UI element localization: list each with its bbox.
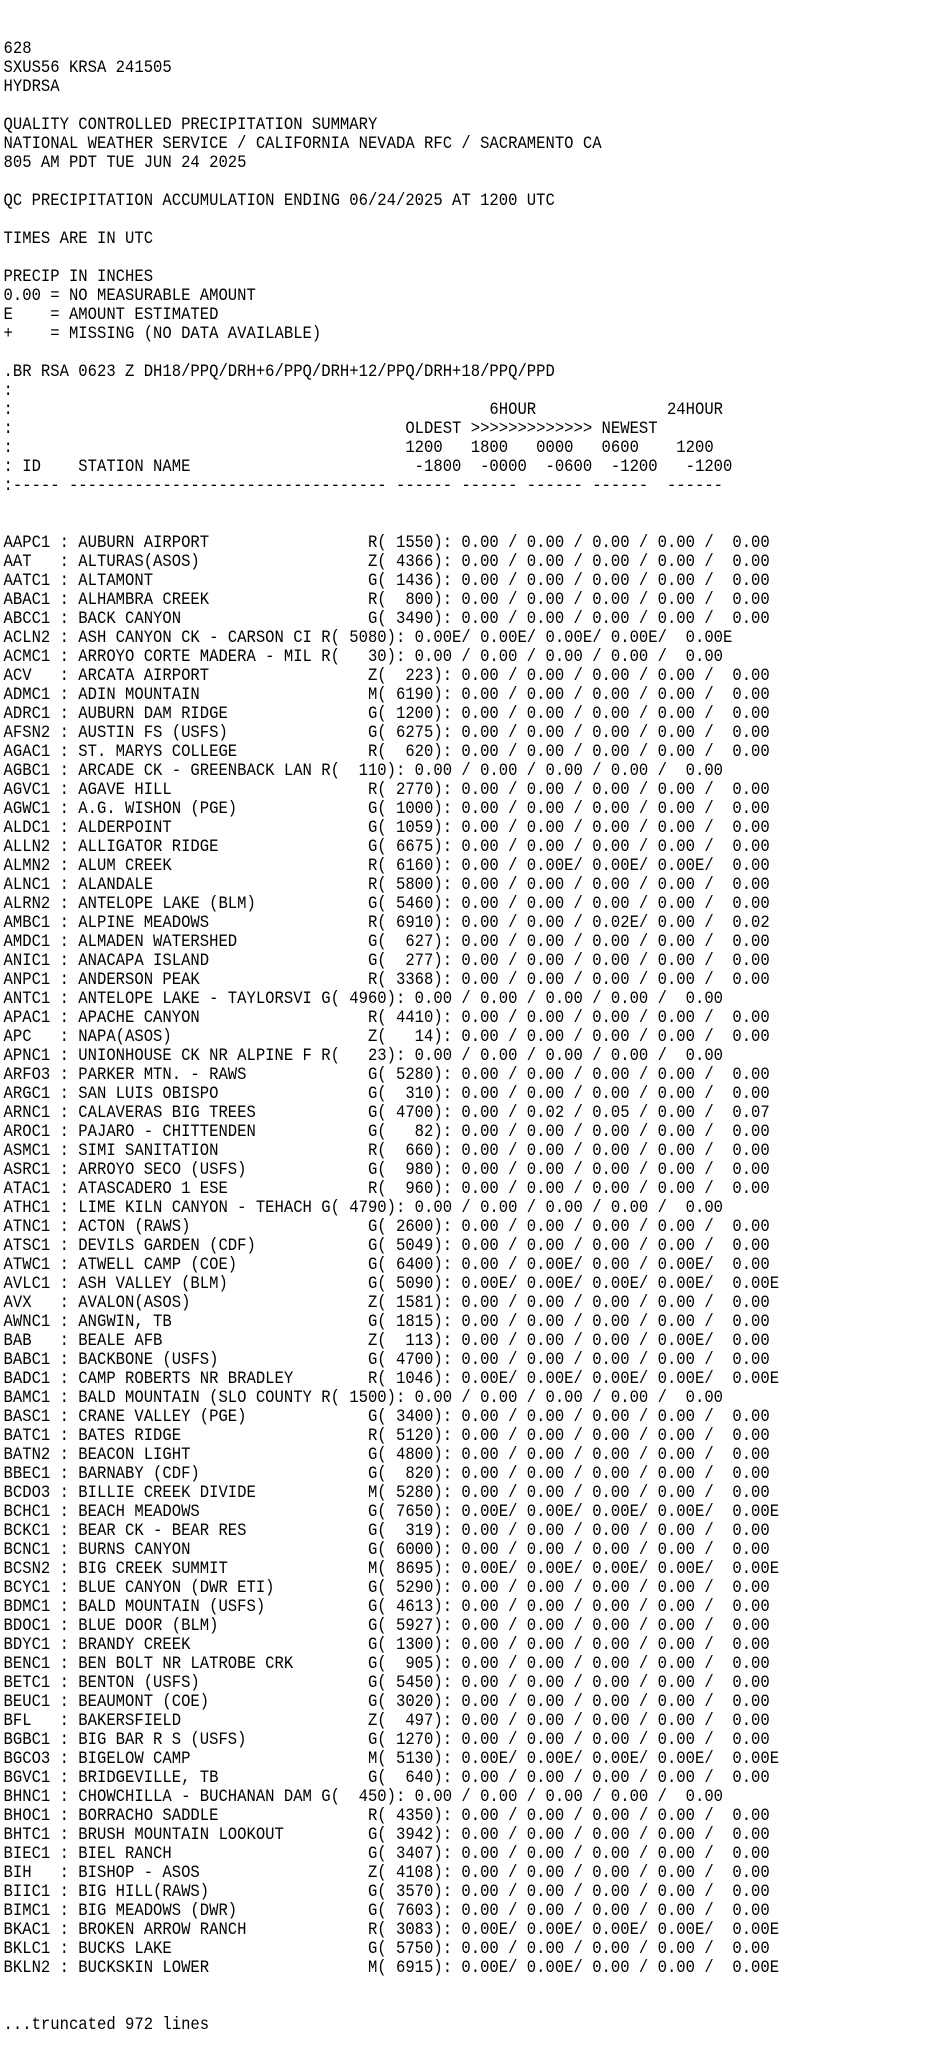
station-row: ANPC1 : ANDERSON PEAK R( 3368): 0.00 / 0.00 / 0.00 / 0.00 / 0.00 bbox=[3, 970, 770, 990]
station-row: BKLC1 : BUCKS LAKE G( 5750): 0.00 / 0.00 / 0.00 / 0.00 / 0.00 bbox=[3, 1939, 770, 1959]
station-row: ACMC1 : ARROYO CORTE MADERA - MIL R( 30): 0.00 / 0.00 / 0.00 / 0.00 / 0.00 bbox=[3, 647, 724, 667]
station-table bbox=[4, 534, 838, 1978]
station-row: BHNC1 : CHOWCHILLA - BUCHANAN DAM G( 450): 0.00 / 0.00 / 0.00 / 0.00 / 0.00 bbox=[3, 1787, 724, 1807]
station-row: ARGC1 : SAN LUIS OBISPO G( 310): 0.00 / 0.00 / 0.00 / 0.00 / 0.00 bbox=[3, 1084, 770, 1104]
station-row: BDYC1 : BRANDY CREEK G( 1300): 0.00 / 0.00 / 0.00 / 0.00 / 0.00 bbox=[3, 1635, 770, 1655]
station-row: AVX : AVALON(ASOS) Z( 1581): 0.00 / 0.00 / 0.00 / 0.00 / 0.00 bbox=[3, 1293, 770, 1313]
header-line: : bbox=[3, 381, 13, 401]
station-row: ATSC1 : DEVILS GARDEN (CDF) G( 5049): 0.00 / 0.00 / 0.00 / 0.00 / 0.00 bbox=[3, 1236, 770, 1256]
station-row: BCSN2 : BIG CREEK SUMMIT M( 8695): 0.00E/ 0.00E/ 0.00E/ 0.00E/ 0.00E bbox=[3, 1559, 780, 1579]
station-row: ABCC1 : BACK CANYON G( 3490): 0.00 / 0.00 / 0.00 / 0.00 / 0.00 bbox=[3, 609, 770, 629]
station-row: BATC1 : BATES RIDGE R( 5120): 0.00 / 0.00 / 0.00 / 0.00 / 0.00 bbox=[3, 1426, 770, 1446]
station-row: BIIC1 : BIG HILL(RAWS) G( 3570): 0.00 / 0.00 / 0.00 / 0.00 / 0.00 bbox=[3, 1882, 770, 1902]
station-row: AMDC1 : ALMADEN WATERSHED G( 627): 0.00 / 0.00 / 0.00 / 0.00 / 0.00 bbox=[3, 932, 770, 952]
header-line: : 6HOUR 24HOUR bbox=[3, 400, 724, 420]
station-row: BCDO3 : BILLIE CREEK DIVIDE M( 5280): 0.00 / 0.00 / 0.00 / 0.00 / 0.00 bbox=[3, 1483, 770, 1503]
station-row: BCYC1 : BLUE CANYON (DWR ETI) G( 5290): 0.00 / 0.00 / 0.00 / 0.00 / 0.00 bbox=[3, 1578, 770, 1598]
header-line: HYDRSA bbox=[3, 77, 60, 97]
station-row: ABAC1 : ALHAMBRA CREEK R( 800): 0.00 / 0.00 / 0.00 / 0.00 / 0.00 bbox=[3, 590, 770, 610]
station-row: BAMC1 : BALD MOUNTAIN (SLO COUNTY R( 1500): 0.00 / 0.00 / 0.00 / 0.00 / 0.00 bbox=[3, 1388, 724, 1408]
station-row: BETC1 : BENTON (USFS) G( 5450): 0.00 / 0.00 / 0.00 / 0.00 / 0.00 bbox=[3, 1673, 770, 1693]
station-row: BATN2 : BEACON LIGHT G( 4800): 0.00 / 0.00 / 0.00 / 0.00 / 0.00 bbox=[3, 1445, 770, 1465]
station-row: ALLN2 : ALLIGATOR RIDGE G( 6675): 0.00 / 0.00 / 0.00 / 0.00 / 0.00 bbox=[3, 837, 770, 857]
station-row: AMBC1 : ALPINE MEADOWS R( 6910): 0.00 / 0.00 / 0.02E/ 0.00 / 0.02 bbox=[3, 913, 770, 933]
station-row: AVLC1 : ASH VALLEY (BLM) G( 5090): 0.00E/ 0.00E/ 0.00E/ 0.00E/ 0.00E bbox=[3, 1274, 780, 1294]
header-line: TIMES ARE IN UTC bbox=[3, 229, 154, 249]
station-row: AFSN2 : AUSTIN FS (USFS) G( 6275): 0.00 / 0.00 / 0.00 / 0.00 / 0.00 bbox=[3, 723, 770, 743]
station-row: BENC1 : BEN BOLT NR LATROBE CRK G( 905): 0.00 / 0.00 / 0.00 / 0.00 / 0.00 bbox=[3, 1654, 770, 1674]
header-line: : ID STATION NAME -1800 -0000 -0600 -1200 -1200 bbox=[3, 457, 733, 477]
header-line: 628 bbox=[3, 39, 32, 59]
header-line: .BR RSA 0623 Z DH18/PPQ/DRH+6/PPQ/DRH+12/PPQ/DRH+18/PPQ/PPD bbox=[3, 362, 555, 382]
station-row: BFL : BAKERSFIELD Z( 497): 0.00 / 0.00 / 0.00 / 0.00 / 0.00 bbox=[3, 1711, 770, 1731]
station-row: BASC1 : CRANE VALLEY (PGE) G( 3400): 0.00 / 0.00 / 0.00 / 0.00 / 0.00 bbox=[3, 1407, 770, 1427]
station-row: BBEC1 : BARNABY (CDF) G( 820): 0.00 / 0.00 / 0.00 / 0.00 / 0.00 bbox=[3, 1464, 770, 1484]
station-row: BEUC1 : BEAUMONT (COE) G( 3020): 0.00 / 0.00 / 0.00 / 0.00 / 0.00 bbox=[3, 1692, 770, 1712]
header-line bbox=[4, 211, 838, 230]
station-row: BAB : BEALE AFB Z( 113): 0.00 / 0.00 / 0.00 / 0.00E/ 0.00 bbox=[3, 1331, 770, 1351]
station-row: ADRC1 : AUBURN DAM RIDGE G( 1200): 0.00 / 0.00 / 0.00 / 0.00 / 0.00 bbox=[3, 704, 770, 724]
station-row: AAPC1 : AUBURN AIRPORT R( 1550): 0.00 / 0.00 / 0.00 / 0.00 / 0.00 bbox=[3, 533, 770, 553]
station-row: AAT : ALTURAS(ASOS) Z( 4366): 0.00 / 0.00 / 0.00 / 0.00 / 0.00 bbox=[3, 552, 770, 572]
header-line: PRECIP IN INCHES bbox=[3, 267, 154, 287]
header-line: E = AMOUNT ESTIMATED bbox=[3, 305, 219, 325]
station-row: APC : NAPA(ASOS) Z( 14): 0.00 / 0.00 / 0.00 / 0.00 / 0.00 bbox=[3, 1027, 770, 1047]
station-row: BDMC1 : BALD MOUNTAIN (USFS) G( 4613): 0.00 / 0.00 / 0.00 / 0.00 / 0.00 bbox=[3, 1597, 770, 1617]
station-row: BIEC1 : BIEL RANCH G( 3407): 0.00 / 0.00 / 0.00 / 0.00 / 0.00 bbox=[3, 1844, 770, 1864]
station-row: AGVC1 : AGAVE HILL R( 2770): 0.00 / 0.00 / 0.00 / 0.00 / 0.00 bbox=[3, 780, 770, 800]
header-line: QC PRECIPITATION ACCUMULATION ENDING 06/24/2025 AT 1200 UTC bbox=[3, 191, 555, 211]
header-line: + = MISSING (NO DATA AVAILABLE) bbox=[3, 324, 322, 344]
station-row: BKAC1 : BROKEN ARROW RANCH R( 3083): 0.00E/ 0.00E/ 0.00E/ 0.00E/ 0.00E bbox=[3, 1920, 780, 1940]
station-row: ALRN2 : ANTELOPE LAKE (BLM) G( 5460): 0.00 / 0.00 / 0.00 / 0.00 / 0.00 bbox=[3, 894, 770, 914]
header-line: QUALITY CONTROLLED PRECIPITATION SUMMARY bbox=[3, 115, 378, 135]
station-row: BIMC1 : BIG MEADOWS (DWR) G( 7603): 0.00 / 0.00 / 0.00 / 0.00 / 0.00 bbox=[3, 1901, 770, 1921]
header-line bbox=[4, 173, 838, 192]
station-row: AATC1 : ALTAMONT G( 1436): 0.00 / 0.00 / 0.00 / 0.00 / 0.00 bbox=[3, 571, 770, 591]
station-row: ATHC1 : LIME KILN CANYON - TEHACH G( 4790): 0.00 / 0.00 / 0.00 / 0.00 / 0.00 bbox=[3, 1198, 724, 1218]
station-row: ACV : ARCATA AIRPORT Z( 223): 0.00 / 0.00 / 0.00 / 0.00 / 0.00 bbox=[3, 666, 770, 686]
station-row: ARFO3 : PARKER MTN. - RAWS G( 5280): 0.00 / 0.00 / 0.00 / 0.00 / 0.00 bbox=[3, 1065, 770, 1085]
station-row: BIH : BISHOP - ASOS Z( 4108): 0.00 / 0.00 / 0.00 / 0.00 / 0.00 bbox=[3, 1863, 770, 1883]
station-row: BCNC1 : BURNS CANYON G( 6000): 0.00 / 0.00 / 0.00 / 0.00 / 0.00 bbox=[3, 1540, 770, 1560]
station-row: BGCO3 : BIGELOW CAMP M( 5130): 0.00E/ 0.00E/ 0.00E/ 0.00E/ 0.00E bbox=[3, 1749, 780, 1769]
station-row: BKLN2 : BUCKSKIN LOWER M( 6915): 0.00E/ 0.00E/ 0.00 / 0.00 / 0.00E bbox=[3, 1958, 780, 1978]
station-row: AWNC1 : ANGWIN, TB G( 1815): 0.00 / 0.00 / 0.00 / 0.00 / 0.00 bbox=[3, 1312, 770, 1332]
header-line bbox=[4, 249, 838, 268]
station-row: ACLN2 : ASH CANYON CK - CARSON CI R( 5080): 0.00E/ 0.00E/ 0.00E/ 0.00E/ 0.00E bbox=[3, 628, 733, 648]
header-line: SXUS56 KRSA 241505 bbox=[3, 58, 172, 78]
station-row: BDOC1 : BLUE DOOR (BLM) G( 5927): 0.00 / 0.00 / 0.00 / 0.00 / 0.00 bbox=[3, 1616, 770, 1636]
header-line: : 1200 1800 0000 0600 1200 bbox=[3, 438, 714, 458]
station-row: AGAC1 : ST. MARYS COLLEGE R( 620): 0.00 / 0.00 / 0.00 / 0.00 / 0.00 bbox=[3, 742, 770, 762]
bulletin-header bbox=[4, 40, 838, 496]
station-row: ASRC1 : ARROYO SECO (USFS) G( 980): 0.00 / 0.00 / 0.00 / 0.00 / 0.00 bbox=[3, 1160, 770, 1180]
header-line: NATIONAL WEATHER SERVICE / CALIFORNIA NEVADA RFC / SACRAMENTO CA bbox=[3, 134, 602, 154]
station-row: ATNC1 : ACTON (RAWS) G( 2600): 0.00 / 0.00 / 0.00 / 0.00 / 0.00 bbox=[3, 1217, 770, 1237]
station-row: ATWC1 : ATWELL CAMP (COE) G( 6400): 0.00 / 0.00E/ 0.00 / 0.00E/ 0.00 bbox=[3, 1255, 770, 1275]
station-row: ANTC1 : ANTELOPE LAKE - TAYLORSVI G( 4960): 0.00 / 0.00 / 0.00 / 0.00 / 0.00 bbox=[3, 989, 724, 1009]
station-row: BGVC1 : BRIDGEVILLE, TB G( 640): 0.00 / 0.00 / 0.00 / 0.00 / 0.00 bbox=[3, 1768, 770, 1788]
station-row: BADC1 : CAMP ROBERTS NR BRADLEY R( 1046): 0.00E/ 0.00E/ 0.00E/ 0.00E/ 0.00E bbox=[3, 1369, 780, 1389]
station-row: APAC1 : APACHE CANYON R( 4410): 0.00 / 0.00 / 0.00 / 0.00 / 0.00 bbox=[3, 1008, 770, 1028]
station-row: ATAC1 : ATASCADERO 1 ESE R( 960): 0.00 / 0.00 / 0.00 / 0.00 / 0.00 bbox=[3, 1179, 770, 1199]
station-row: AGWC1 : A.G. WISHON (PGE) G( 1000): 0.00 / 0.00 / 0.00 / 0.00 / 0.00 bbox=[3, 799, 770, 819]
station-row: APNC1 : UNIONHOUSE CK NR ALPINE F R( 23): 0.00 / 0.00 / 0.00 / 0.00 / 0.00 bbox=[3, 1046, 724, 1066]
station-row: ASMC1 : SIMI SANITATION R( 660): 0.00 / 0.00 / 0.00 / 0.00 / 0.00 bbox=[3, 1141, 770, 1161]
station-row: ADMC1 : ADIN MOUNTAIN M( 6190): 0.00 / 0.00 / 0.00 / 0.00 / 0.00 bbox=[3, 685, 770, 705]
station-row: BHTC1 : BRUSH MOUNTAIN LOOKOUT G( 3942): 0.00 / 0.00 / 0.00 / 0.00 / 0.00 bbox=[3, 1825, 770, 1845]
station-row: ALMN2 : ALUM CREEK R( 6160): 0.00 / 0.00E/ 0.00E/ 0.00E/ 0.00 bbox=[3, 856, 770, 876]
station-row: ANIC1 : ANACAPA ISLAND G( 277): 0.00 / 0.00 / 0.00 / 0.00 / 0.00 bbox=[3, 951, 770, 971]
station-row: AROC1 : PAJARO - CHITTENDEN G( 82): 0.00 / 0.00 / 0.00 / 0.00 / 0.00 bbox=[3, 1122, 770, 1142]
station-row: ARNC1 : CALAVERAS BIG TREES G( 4700): 0.00 / 0.02 / 0.05 / 0.00 / 0.07 bbox=[3, 1103, 770, 1123]
station-row: ALDC1 : ALDERPOINT G( 1059): 0.00 / 0.00 / 0.00 / 0.00 / 0.00 bbox=[3, 818, 770, 838]
header-line bbox=[4, 97, 838, 116]
station-row: AGBC1 : ARCADE CK - GREENBACK LAN R( 110): 0.00 / 0.00 / 0.00 / 0.00 / 0.00 bbox=[3, 761, 724, 781]
station-row: BHOC1 : BORRACHO SADDLE R( 4350): 0.00 / 0.00 / 0.00 / 0.00 / 0.00 bbox=[3, 1806, 770, 1826]
station-row: BGBC1 : BIG BAR R S (USFS) G( 1270): 0.00 / 0.00 / 0.00 / 0.00 / 0.00 bbox=[3, 1730, 770, 1750]
station-row: BABC1 : BACKBONE (USFS) G( 4700): 0.00 / 0.00 / 0.00 / 0.00 / 0.00 bbox=[3, 1350, 770, 1370]
header-line: : OLDEST >>>>>>>>>>>>> NEWEST bbox=[3, 419, 658, 439]
header-line bbox=[4, 344, 838, 363]
header-line: 805 AM PDT TUE JUN 24 2025 bbox=[3, 153, 247, 173]
station-row: BCKC1 : BEAR CK - BEAR RES G( 319): 0.00 / 0.00 / 0.00 / 0.00 / 0.00 bbox=[3, 1521, 770, 1541]
header-line: :----- ---------------------------------- ------ ------ ------ ------ ------ bbox=[3, 476, 724, 496]
header-line: 0.00 = NO MEASURABLE AMOUNT bbox=[3, 286, 256, 306]
station-row: BCHC1 : BEACH MEADOWS G( 7650): 0.00E/ 0.00E/ 0.00E/ 0.00E/ 0.00E bbox=[3, 1502, 780, 1522]
truncation-note: ...truncated 972 lines bbox=[3, 2015, 210, 2035]
station-row: ALNC1 : ALANDALE R( 5800): 0.00 / 0.00 / 0.00 / 0.00 / 0.00 bbox=[3, 875, 770, 895]
